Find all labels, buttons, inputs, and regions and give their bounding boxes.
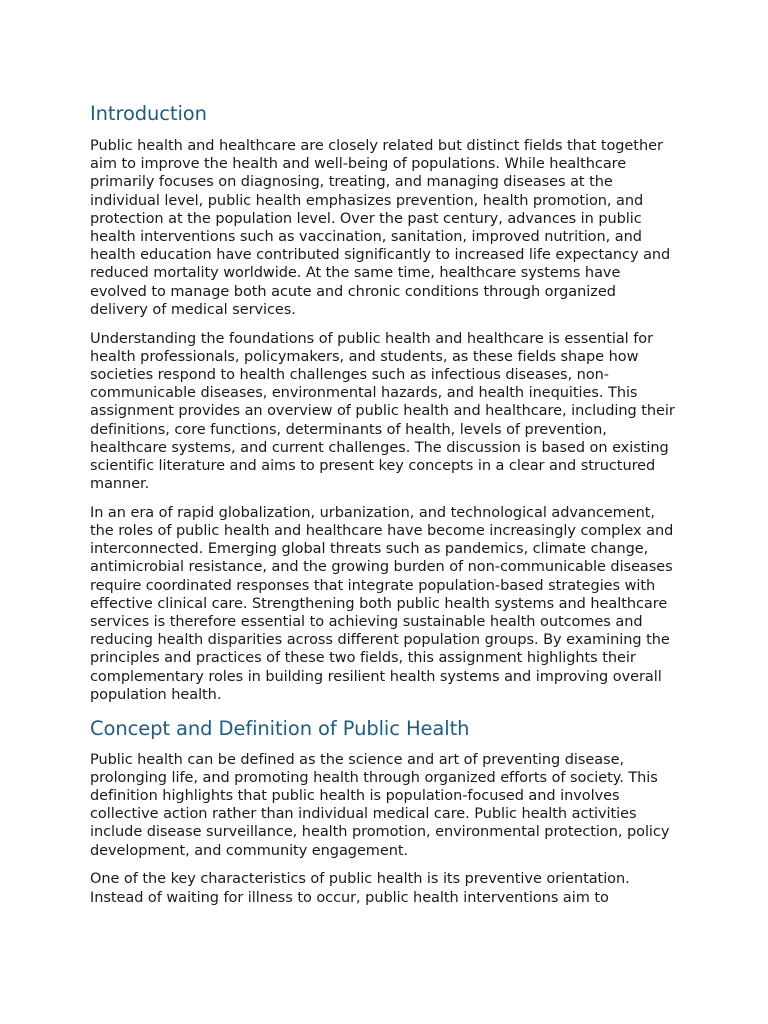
intro-paragraph-2: Understanding the foundations of public health and healthcare is essential for health professionals, policymakers, and students, as these fields shape how societies respond to health challenges such as infectious diseases, non-communicable diseases, environmental hazards, and health inequities. This assignment provides an overview of public health and healthcare, including their definitions, core functions, determinants of health, levels of prevention, healthcare systems, and current challenges. The discussion is based on existing scientific literature and aims to present key concepts in a clear and structured manner. <box>90 330 675 493</box>
concept-paragraph-1: Public health can be defined as the science and art of preventing disease, prolonging life, and promoting health through organized efforts of society. This definition highlights that public health is population-focused and involves collective action rather than individual medical care. Public health activities include disease surveillance, health promotion, environmental protection, policy development, and community engagement. <box>90 751 670 859</box>
concept-paragraph-2: One of the key characteristics of public health is its preventive orientation. Instead of waiting for illness to occur, public health interventions aim to <box>90 871 630 906</box>
document-page <box>90 100 678 917</box>
concept-heading: Concept and Definition of Public Health <box>90 716 470 740</box>
introduction-heading: Introduction <box>90 102 207 125</box>
intro-paragraph-1: Public health and healthcare are closely related but distinct fields that together aim to improve the health and well-being of populations. While healthcare primarily focuses on diagnosing, treating, and managing diseases at the individual level, public health emphasizes prevention, health promotion, and protection at the population level. Over the past century, advances in public health interventions such as vaccination, sanitation, improved nutrition, and health education have contributed significantly to increased life expectancy and reduced mortality worldwide. At the same time, healthcare systems have evolved to manage both acute and chronic conditions through organized delivery of medical services. <box>90 138 671 318</box>
intro-paragraph-3: In an era of rapid globalization, urbanization, and technological advancement, the roles of public health and healthcare have become increasingly complex and interconnected. Emerging global threats such as pandemics, climate change, antimicrobial resistance, and the growing burden of non-communicable diseases require coordinated responses that integrate population-based strategies with effective clinical care. Strengthening both public health systems and healthcare services is therefore essential to achieving sustainable health outcomes and reducing health disparities across different population groups. By examining the principles and practices of these two fields, this assignment highlights their complementary roles in building resilient health systems and improving overall population health. <box>90 504 674 703</box>
